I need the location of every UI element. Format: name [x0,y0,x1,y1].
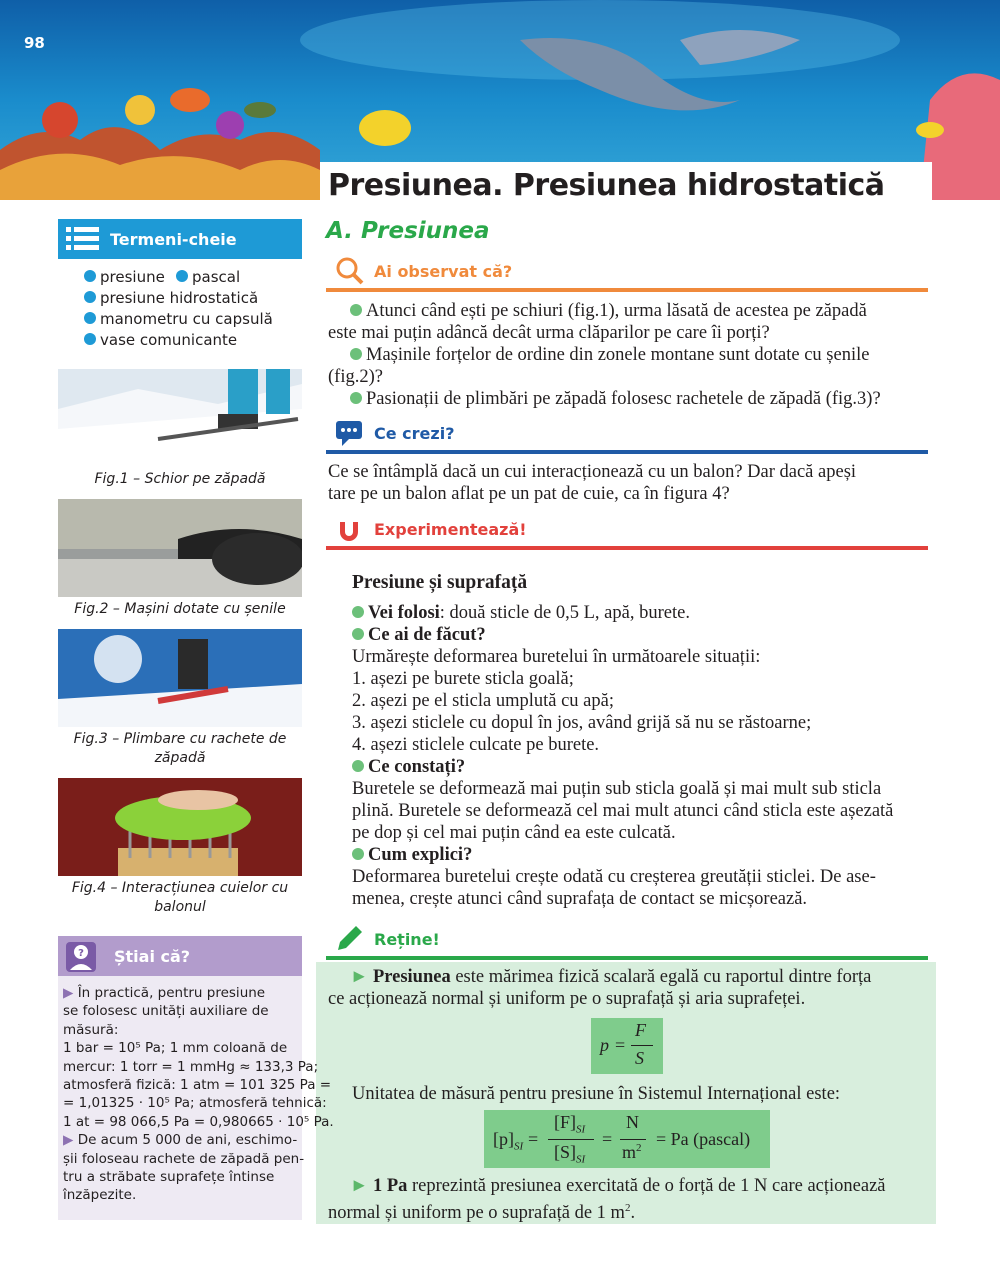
exper-label: Experimentează! [374,520,527,539]
crezi-header [326,418,928,454]
svg-text:?: ? [78,948,84,959]
crezi-text: Ce se întâmplă dacă un cui interacționează cu un balon? Dar dacă apeși tare pe un balon aflat pe un pat de cuie, ca în figura 4? [328,462,857,504]
page-number: 98 [24,34,45,52]
page-title: Presiunea. Presiunea hidrostatică [328,168,885,203]
retine-header [326,924,928,960]
fig1-image [58,369,302,467]
keyword-item: vase comunicante [84,331,237,349]
keywords-title: Termeni-cheie [110,230,237,249]
fig3-caption: Fig.3 – Plimbare cu rachete de zăpadă [73,731,287,766]
fig2-caption: Fig.2 – Mașini dotate cu șenile [74,601,286,617]
crezi-label: Ce crezi? [374,424,455,443]
formula-unit: $[p]_{SI}$ = $[F]_{SI}$ $[S]_{SI}$ = N $m^2$ = Pa (pascal) [484,1110,770,1168]
observat-text: Atunci când ești pe schiuri (fig.1), urma lăsată de acestea pe zăpadă este mai puțin adâncă decât urma clăparilor pe care îi porți? Mașinile forțelor de ordine din zonele montane sunt dotate cu șenile (fig.2)? Pasionații de plimbări pe zăpadă folosesc rachetele de zăpadă (fig.3)? [328,301,881,409]
observat-header [326,256,928,292]
magnifier-icon [334,256,366,286]
formula-pressure: p = F S [591,1018,663,1074]
section-a-heading: A. Presiunea [326,218,490,244]
retine-def: ► Presiunea este mărimea fizică scalară egală cu raportul dintre forța ce acționează normal și uniform pe o suprafață și aria suprafeței. [328,967,872,1009]
keywords-header [58,219,302,259]
keyword-item: pascal [176,268,240,286]
observat-label: Ai observat că? [374,262,513,281]
retine-unit: Unitatea de măsură pentru presiune în Sistemul Internațional este: [352,1084,841,1104]
pencil-icon [334,924,366,954]
speech-bubble-icon [334,418,366,448]
exper-header [326,514,928,550]
fig2-image [58,499,302,597]
fig4-image [58,778,302,876]
magnet-icon [334,514,366,544]
keyword-item: manometru cu capsulă [84,310,273,328]
stiai-header [58,936,302,976]
retine-pascal: ► 1 Pa reprezintă presiunea exercitată de o forță de 1 N care acționează normal și uniform pe o suprafață de 1 $m^2$. [328,1176,886,1224]
list-icon [65,225,101,253]
stiai-text: ▶ În practică, pentru presiune se folosesc unități auxiliare de măsură: 1 bar = 10⁵ Pa; 1 mm coloană de mercur: 1 torr = 1 mmHg ≈ 133,3 Pa; atmosferă fizică: 1 atm = 101 325 Pa = = 1,01325 · 10⁵ Pa; atmosferă tehnică: 1 at = 98 066,5 Pa = 0,980665 · 10⁵ Pa. ▶ De acum 5 000 de ani, eschimo- șii foloseau rachete de zăpadă pen- tru a străbate suprafețe întinse înzăpezite. [63,985,334,1204]
fig4-caption: Fig.4 – Interacțiunea cuielor cu balonul [71,880,289,915]
fig3-image [58,629,302,727]
stiai-title: Știai că? [114,947,191,966]
keyword-item: presiune hidrostatică [84,289,258,307]
keyword-item: presiune [84,268,165,286]
question-person-icon [66,942,96,972]
exper-text: Presiune și suprafață Vei folosi: două sticle de 0,5 L, apă, burete. Ce ai de făcut? Urmărește deformarea buretelui în următoarele situații: 1. așezi pe burete sticla goală; 2. așezi pe el sticla umplută cu apă; 3. așezi sticlele cu dopul în jos, având grijă să nu se răstoarne; 4. așezi sticlele culcate pe burete. Ce constați? Buretele se deformează mai puțin sub sticla goală și mai mult sub sticla plină. Buretele se deformează cel mai mult atunci când sticla este așezată pe dop și cel mai puțin când ea este culcată. Cum explici? Deformarea buretelui crește odată cu creșterea greutății sticlei. De ase- menea, crește atunci când suprafața de contact se micșorează. [352,572,894,909]
fig1-caption: Fig.1 – Schior pe zăpadă [94,471,266,487]
retine-label: Reține! [374,930,440,949]
